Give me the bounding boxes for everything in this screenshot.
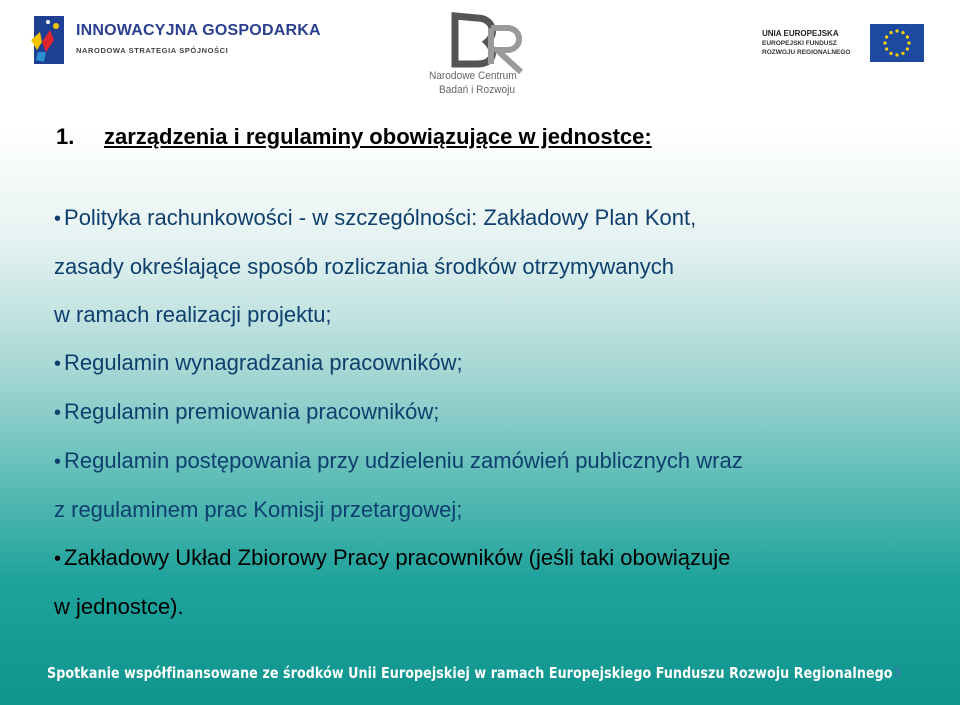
list-line-4 bbox=[54, 339, 934, 388]
list-line-5 bbox=[54, 388, 934, 437]
br-monogram-icon bbox=[447, 12, 537, 74]
eu-line2: EUROPEJSKI FUNDUSZ bbox=[762, 40, 837, 47]
innowacyjna-gospodarka-logo bbox=[28, 12, 321, 70]
star-emblem-icon bbox=[28, 12, 68, 68]
logo-bar bbox=[0, 0, 960, 100]
ncbr-logo bbox=[425, 12, 565, 97]
list-line-9 bbox=[54, 583, 934, 631]
list-line-6 bbox=[54, 437, 934, 486]
bullet: • bbox=[54, 353, 62, 375]
slide-body bbox=[54, 194, 934, 631]
bullet: • bbox=[54, 208, 62, 230]
ncbr-name-line1: Narodowe Centrum bbox=[429, 70, 517, 82]
heading-text: zarządzenia i regulaminy obowiązujące w jednostce: bbox=[104, 124, 652, 149]
line-text: Regulamin postępowania przy udzieleniu zamówień publicznych wraz bbox=[64, 448, 743, 473]
eu-flag-icon bbox=[870, 24, 924, 62]
eu-line3: ROZWOJU REGIONALNEGO bbox=[762, 49, 851, 56]
page-number: 3 bbox=[893, 664, 901, 680]
line-text: w ramach realizacji projektu; bbox=[54, 302, 332, 327]
line-text: Regulamin wynagradzania pracowników; bbox=[64, 350, 463, 375]
ncbr-name-line2: Badań i Rozwoju bbox=[439, 84, 515, 96]
line-text: w jednostce). bbox=[54, 594, 184, 619]
list-line-3 bbox=[54, 291, 934, 339]
footer-funding-note: Spotkanie współfinansowane ze środków Unii Europejskiej w ramach Europejskiego Funduszu Rozwoju Regionalnego bbox=[47, 664, 893, 682]
list-line-7 bbox=[54, 486, 934, 534]
bullet: • bbox=[54, 451, 62, 473]
bullet: • bbox=[54, 402, 62, 424]
heading-number: 1. bbox=[56, 124, 75, 149]
line-text: Polityka rachunkowości - w szczególności: Zakładowy Plan Kont, bbox=[64, 205, 697, 230]
eu-fund-logo bbox=[762, 24, 934, 68]
eu-fund-text bbox=[762, 28, 866, 57]
bullet: • bbox=[54, 548, 62, 570]
line-text: Regulamin premiowania pracowników; bbox=[64, 399, 440, 424]
line-text: zasady określające sposób rozliczania środków otrzymywanych bbox=[54, 254, 674, 279]
line-text: z regulaminem prac Komisji przetargowej; bbox=[54, 497, 463, 522]
list-line-2 bbox=[54, 243, 934, 291]
list-line-8 bbox=[54, 534, 934, 583]
list-line-1 bbox=[54, 194, 934, 243]
innowacyjna-title: INNOWACYJNA GOSPODARKA bbox=[76, 22, 321, 39]
eu-line1: UNIA EUROPEJSKA bbox=[762, 29, 839, 38]
line-text: Zakładowy Układ Zbiorowy Pracy pracowników (jeśli taki obowiązuje bbox=[64, 545, 731, 570]
slide-heading bbox=[56, 124, 652, 150]
innowacyjna-subtitle: NARODOWA STRATEGIA SPÓJNOŚCI bbox=[76, 46, 229, 55]
